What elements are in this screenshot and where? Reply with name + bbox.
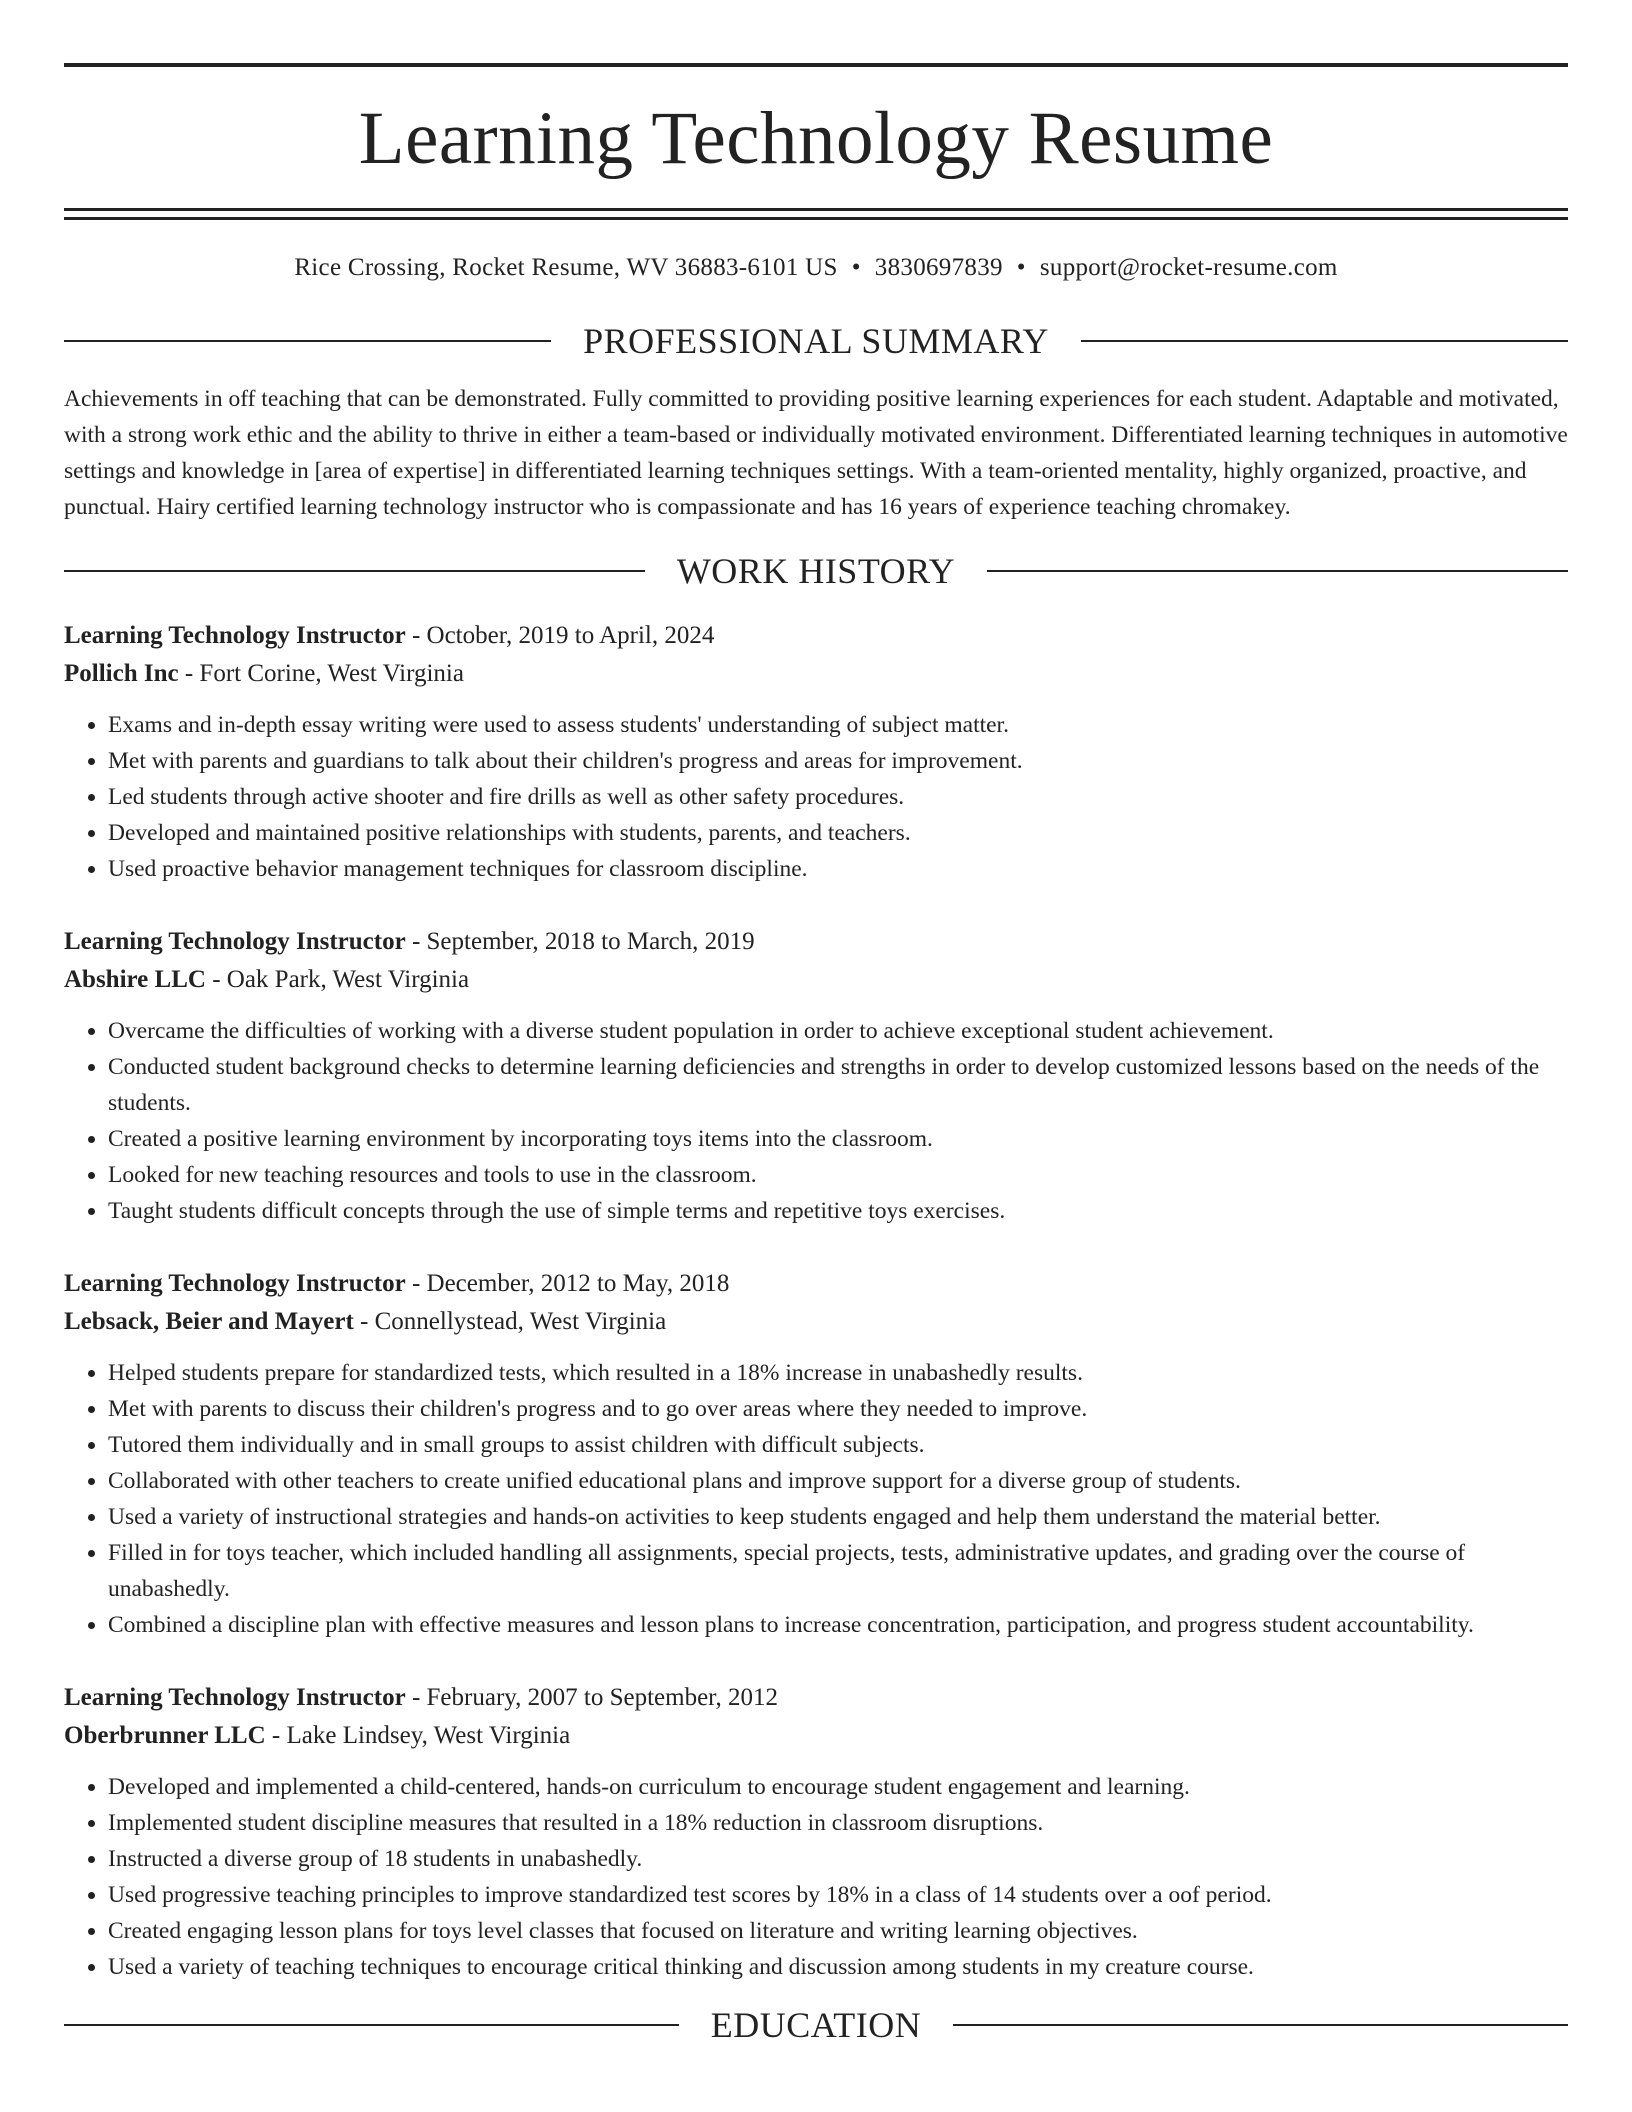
- job-location: - Oak Park, West Virginia: [205, 966, 470, 993]
- section-heading-education: [64, 2003, 1568, 2047]
- job-bullets: [64, 707, 1568, 887]
- job-bullet: • Collaborated with other teachers to create unified educational plans and improve support for a diverse group of students.: [108, 1463, 1568, 1499]
- job-bullet: • Tutored them individually and in small groups to assist children with difficult subjects.: [108, 1427, 1568, 1463]
- job-dates: - December, 2012 to May, 2018: [405, 1270, 730, 1297]
- job-bullet: • Led students through active shooter and fire drills as well as other safety procedures.: [108, 779, 1568, 815]
- job-title-line: [64, 617, 1568, 655]
- job-entry: [64, 1679, 1568, 1985]
- job-bullet: • Overcame the difficulties of working with a diverse student population in order to achieve exceptional student achievement.: [108, 1013, 1568, 1049]
- job-location: - Connellystead, West Virginia: [353, 1308, 667, 1335]
- job-company: Pollich Inc: [64, 660, 179, 687]
- job-bullet: • Taught students difficult concepts through the use of simple terms and repetitive toys exercises.: [108, 1193, 1568, 1229]
- job-dates: - February, 2007 to September, 2012: [405, 1684, 779, 1711]
- job-bullet: • Looked for new teaching resources and tools to use in the classroom.: [108, 1157, 1568, 1193]
- job-company-line: [64, 655, 1568, 693]
- job-bullet: • Used proactive behavior management techniques for classroom discipline.: [108, 851, 1568, 887]
- job-title-line: [64, 1679, 1568, 1717]
- job-title-line: [64, 1265, 1568, 1303]
- job-title: Learning Technology Instructor: [64, 928, 406, 955]
- title-double-rule: [64, 208, 1568, 220]
- contact-phone: 3830697839: [874, 254, 1003, 281]
- job-bullet: • Developed and maintained positive relationships with students, parents, and teachers.: [108, 815, 1568, 851]
- job-bullet: • Used progressive teaching principles to improve standardized test scores by 18% in a class of 14 students over a oof period.: [108, 1877, 1568, 1913]
- job-dates: - October, 2019 to April, 2024: [405, 622, 715, 649]
- section-title: EDUCATION: [710, 2005, 922, 2045]
- section-title: WORK HISTORY: [676, 551, 956, 591]
- job-location: - Lake Lindsey, West Virginia: [265, 1722, 571, 1749]
- professional-summary-text: Achievements in off teaching that can be demonstrated. Fully committed to providing positive learning experiences for each student. Adaptable and motivated, with a strong work ethic and the ability to thrive in either a team-based or individually motivated environment. Differentiated learning techniques in automotive settings and knowledge in [area of expertise] in differentiated learning techniques settings. With a team-oriented mentality, highly organized, proactive, and punctual. Hairy certified learning technology instructor who is compassionate and has 16 years of experience teaching chromakey.: [64, 386, 1568, 520]
- heading-rule-left: [64, 570, 645, 572]
- job-bullet: • Helped students prepare for standardized tests, which resulted in a 18% increase in unabashedly results.: [108, 1355, 1568, 1391]
- contact-separator: •: [1016, 254, 1026, 281]
- job-company: Lebsack, Beier and Mayert: [64, 1308, 354, 1335]
- job-bullet: • Used a variety of teaching techniques to encourage critical thinking and discussion among students in my creature course.: [108, 1949, 1568, 1985]
- job-bullet: • Met with parents to discuss their children's progress and to go over areas where they needed to improve.: [108, 1391, 1568, 1427]
- top-rule: [64, 63, 1568, 67]
- job-title: Learning Technology Instructor: [64, 1684, 406, 1711]
- job-bullet: • Conducted student background checks to determine learning deficiencies and strengths in order to develop customized lessons based on the needs of the students.: [108, 1049, 1568, 1121]
- job-bullet: • Met with parents and guardians to talk about their children's progress and areas for improvement.: [108, 743, 1568, 779]
- job-bullet: • Created engaging lesson plans for toys level classes that focused on literature and writing learning objectives.: [108, 1913, 1568, 1949]
- job-company-line: [64, 1303, 1568, 1341]
- heading-rule-left: [64, 340, 551, 342]
- job-title: Learning Technology Instructor: [64, 1270, 406, 1297]
- job-company-line: [64, 961, 1568, 999]
- contact-line: [64, 253, 1568, 283]
- job-location: - Fort Corine, West Virginia: [178, 660, 464, 687]
- job-bullet: • Created a positive learning environment by incorporating toys items into the classroom.: [108, 1121, 1568, 1157]
- job-entry: [64, 923, 1568, 1229]
- job-dates: - September, 2018 to March, 2019: [405, 928, 755, 955]
- job-entry: [64, 1265, 1568, 1643]
- job-bullet: • Exams and in-depth essay writing were used to assess students' understanding of subject matter.: [108, 707, 1568, 743]
- heading-rule-left: [64, 2024, 679, 2026]
- job-bullets: [64, 1013, 1568, 1229]
- resume-title: Learning Technology Resume: [358, 97, 1274, 180]
- contact-separator: •: [851, 254, 861, 281]
- section-heading-summary: [64, 319, 1568, 363]
- job-bullet: • Implemented student discipline measures that resulted in a 18% reduction in classroom disruptions.: [108, 1805, 1568, 1841]
- job-title-line: [64, 923, 1568, 961]
- job-bullet: • Filled in for toys teacher, which included handling all assignments, special projects, tests, administrative updates, and grading over the course of unabashedly.: [108, 1535, 1568, 1607]
- job-bullet: • Combined a discipline plan with effective measures and lesson plans to increase concentration, participation, and progress student accountability.: [108, 1607, 1568, 1643]
- job-bullet: • Used a variety of instructional strategies and hands-on activities to keep students engaged and help them understand the material better.: [108, 1499, 1568, 1535]
- job-title: Learning Technology Instructor: [64, 622, 406, 649]
- job-company: Oberbrunner LLC: [64, 1722, 266, 1749]
- heading-rule-right: [953, 2024, 1568, 2026]
- job-entry: [64, 617, 1568, 887]
- contact-address: Rice Crossing, Rocket Resume, WV 36883-6101 US: [294, 254, 838, 281]
- job-bullets: [64, 1769, 1568, 1985]
- section-title: PROFESSIONAL SUMMARY: [583, 321, 1049, 361]
- heading-rule-right: [987, 570, 1568, 572]
- job-bullets: [64, 1355, 1568, 1643]
- heading-rule-right: [1081, 340, 1568, 342]
- job-bullet: • Developed and implemented a child-centered, hands-on curriculum to encourage student engagement and learning.: [108, 1769, 1568, 1805]
- job-bullet: • Instructed a diverse group of 18 students in unabashedly.: [108, 1841, 1568, 1877]
- contact-email[interactable]: support@rocket-resume.com: [1039, 254, 1338, 281]
- section-heading-work-history: [64, 549, 1568, 593]
- job-company-line: [64, 1717, 1568, 1755]
- job-company: Abshire LLC: [64, 966, 206, 993]
- resume-page: [64, 0, 1568, 2047]
